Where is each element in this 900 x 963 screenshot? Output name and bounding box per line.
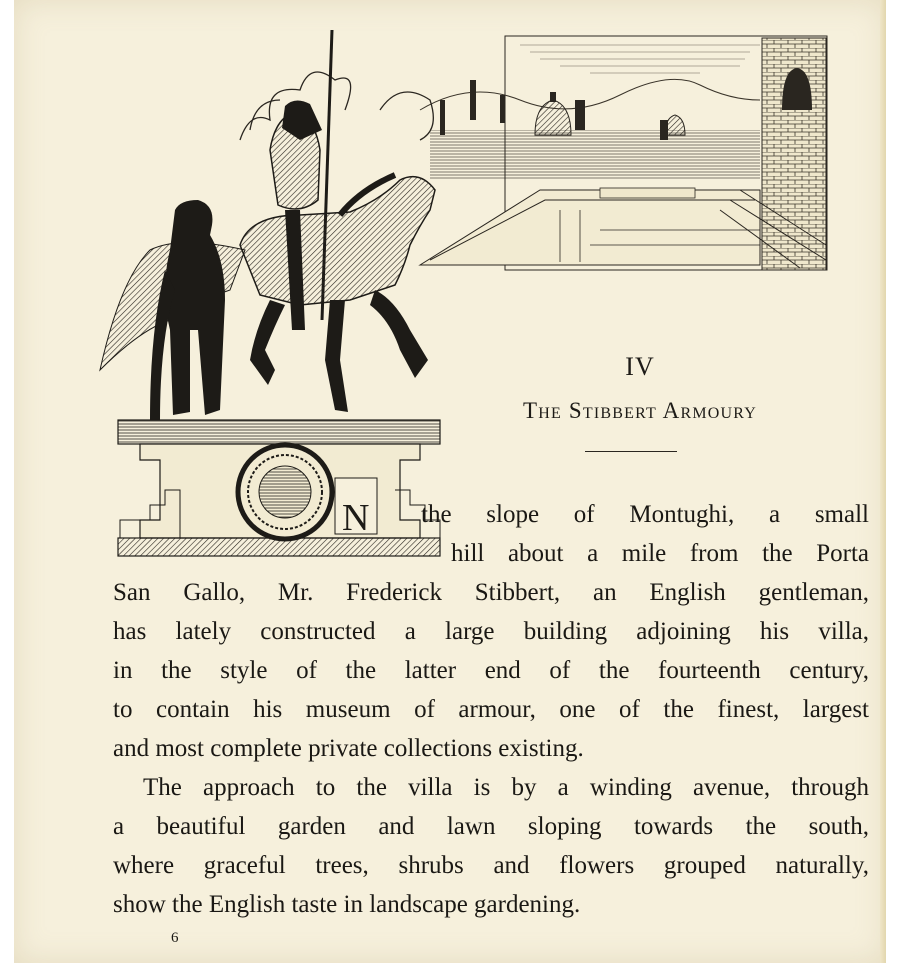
foliage: [240, 72, 433, 140]
statue-pedestal: [118, 420, 440, 556]
text-line: San Gallo, Mr. Frederick Stibbert, an English gentleman,: [113, 579, 869, 606]
text-line: in the style of the latter end of the fourteenth century,: [113, 657, 869, 684]
text-line: hill about a mile from the Porta: [451, 540, 869, 567]
drop-cap-letter: N: [342, 497, 370, 539]
text-line: show the English taste in landscape gardening.: [113, 891, 581, 918]
page-number: 6: [171, 930, 179, 946]
chapter-title: The Stibbert Armoury: [522, 398, 758, 423]
text-line: has lately constructed a large building adjoining his villa,: [113, 618, 869, 645]
text-line: where graceful trees, shrubs and flowers grouped naturally,: [113, 852, 869, 879]
text-line: a beautiful garden and lawn sloping towards the south,: [113, 813, 869, 840]
text-line: and most complete private collections existing.: [113, 735, 584, 762]
chapter-number: IV: [625, 352, 655, 381]
florence-cityscape: [420, 36, 827, 270]
text-line: the slope of Montughi, a small: [421, 501, 869, 528]
text-line: The approach to the villa is by a winding avenue, through: [143, 774, 869, 801]
heading-divider: [585, 451, 677, 452]
armored-knight-on-horse: [100, 30, 435, 412]
text-line: to contain his museum of armour, one of the finest, largest: [113, 696, 869, 723]
armored-standing-figure: [150, 200, 225, 420]
